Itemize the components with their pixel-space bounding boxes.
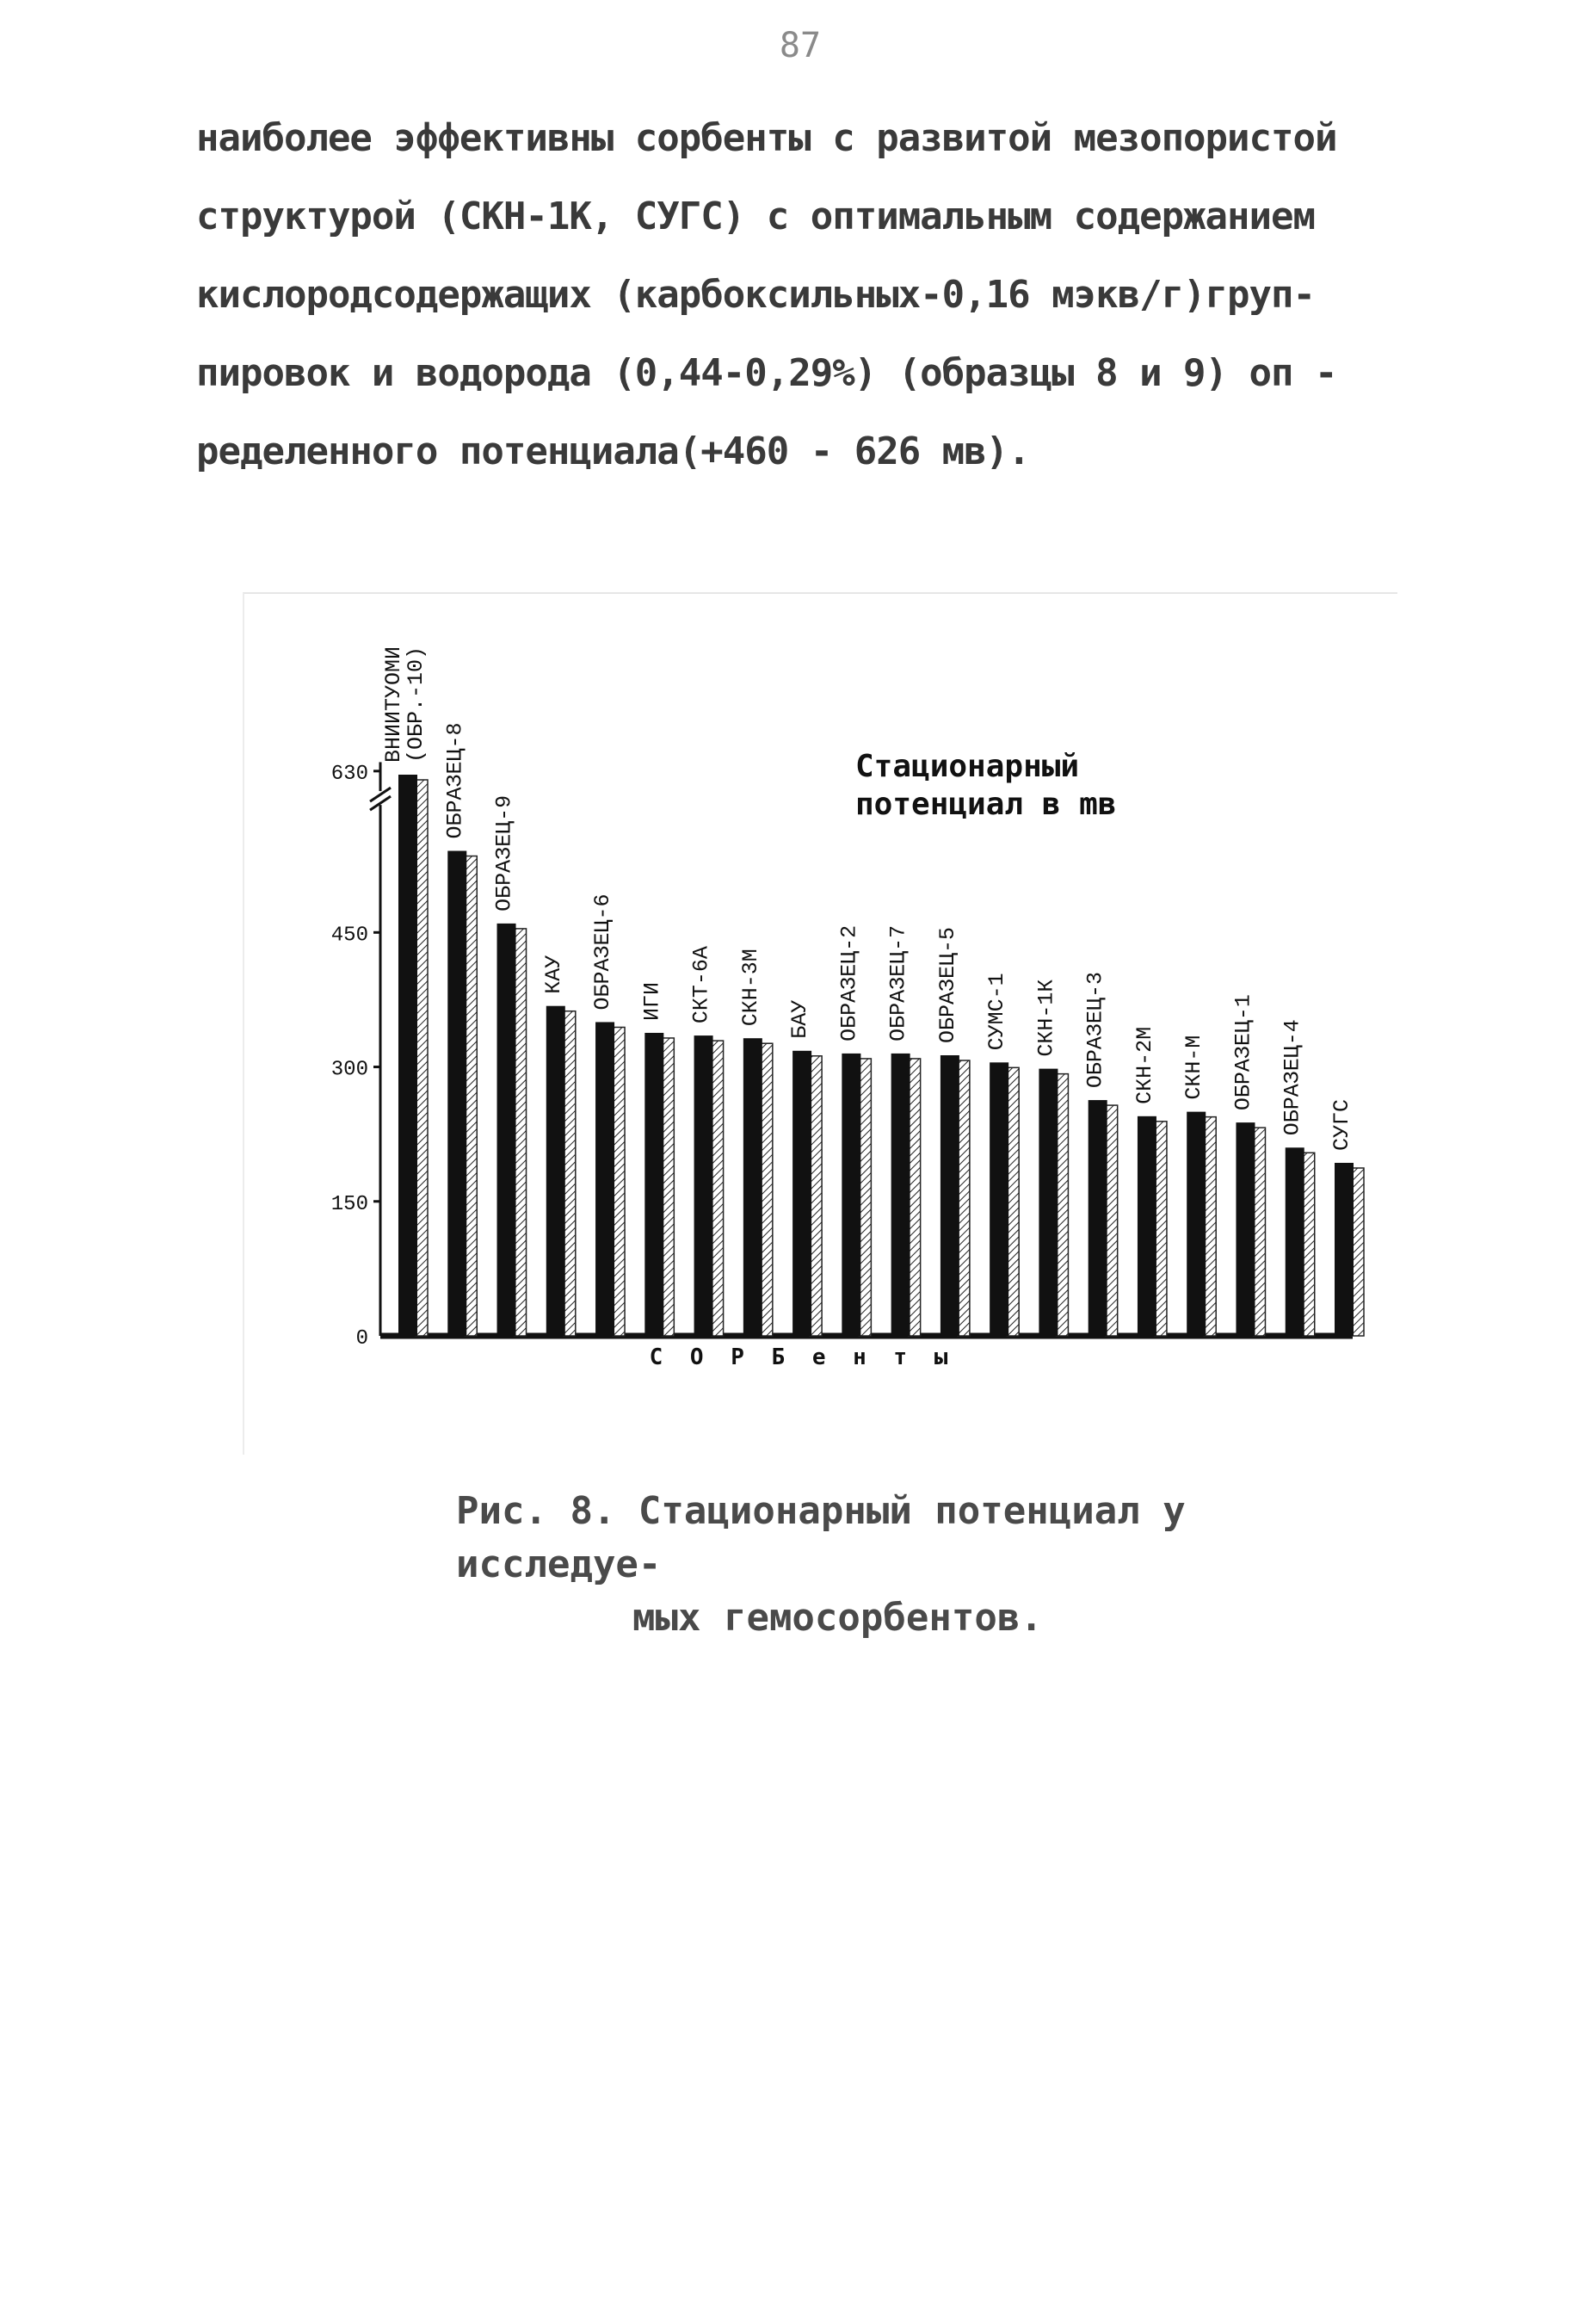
bar	[941, 1055, 959, 1336]
bar	[743, 1038, 762, 1336]
bar	[1187, 1112, 1206, 1336]
category-label: ОБРАЗЕЦ-6	[590, 893, 616, 1011]
body-paragraph	[196, 99, 1366, 491]
figure-frame	[243, 592, 1397, 1455]
category-label: ОБРАЗЕЦ-8	[442, 722, 468, 839]
bar	[1236, 1122, 1255, 1336]
y-tick-label: 0	[355, 1327, 368, 1351]
category-label: ОБРАЗЕЦ-1	[1230, 994, 1256, 1111]
category-label: СКТ-6А	[688, 946, 714, 1024]
bar-hatch	[761, 1043, 773, 1336]
bar	[595, 1022, 614, 1336]
category-label: (ОБР.-10)	[404, 646, 429, 763]
bar-hatch	[613, 1027, 625, 1336]
paragraph-line: ределенного потенциала(+460 - 626 мв).	[196, 430, 1030, 473]
paragraph-line: наиболее эффективны сорбенты с развитой мезопористой	[196, 116, 1337, 160]
bar-hatch	[909, 1059, 921, 1336]
category-label: СКН-2М	[1132, 1026, 1157, 1104]
page-number: 87	[779, 26, 822, 65]
bar-hatch	[1303, 1153, 1315, 1336]
bar	[990, 1062, 1008, 1336]
category-label: СУГС	[1329, 1098, 1354, 1151]
bar	[644, 1033, 663, 1336]
bar-hatch	[416, 780, 428, 1336]
chart-title-line-2: потенциал в mв	[855, 787, 1117, 822]
bar-hatch	[1204, 1117, 1216, 1336]
bar-hatch	[1106, 1105, 1118, 1336]
category-label: СКН-3М	[737, 949, 763, 1027]
bar	[1335, 1163, 1354, 1336]
category-label: ОБРАЗЕЦ-2	[836, 924, 862, 1041]
category-label: СУМС-1	[984, 973, 1010, 1051]
category-label: КАУ	[540, 955, 566, 994]
category-label: ОБРАЗЕЦ-5	[934, 926, 960, 1043]
category-label: ОБРАЗЕЦ-7	[885, 924, 911, 1041]
bar-hatch	[1352, 1168, 1364, 1336]
bar	[694, 1035, 713, 1336]
bar-hatch	[1056, 1074, 1068, 1336]
bar-hatch	[1253, 1128, 1265, 1336]
category-label: ОБРАЗЕЦ-4	[1280, 1019, 1305, 1136]
bar	[447, 851, 466, 1336]
bar	[546, 1006, 565, 1336]
bar-hatch	[662, 1038, 674, 1336]
bar	[497, 924, 516, 1336]
bar	[792, 1051, 811, 1336]
bar	[398, 775, 417, 1336]
bar	[1138, 1116, 1156, 1336]
bar-hatch	[958, 1060, 970, 1336]
paragraph-line: структурой (СКН-1К, СУГС) с оптимальным содержанием	[196, 195, 1316, 238]
category-label: ОБРАЗЕЦ-3	[1082, 972, 1108, 1089]
bar	[1089, 1100, 1107, 1336]
chart-bars	[398, 775, 1364, 1336]
bar-hatch	[564, 1011, 576, 1336]
bar-hatch	[1007, 1067, 1019, 1336]
bar	[1039, 1069, 1058, 1336]
x-axis-label: С О Р Б е н т ы	[649, 1344, 955, 1370]
category-label: СКН-1К	[1033, 979, 1059, 1057]
figure-caption	[456, 1485, 1403, 1645]
category-label: ВНИИТУОМИ	[381, 646, 406, 763]
category-label: СКН-М	[1181, 1035, 1207, 1100]
category-label: ИГИ	[639, 981, 665, 1021]
bar-hatch	[465, 856, 477, 1336]
caption-line-1: Рис. 8. Стационарный потенциал у исследуе-	[456, 1489, 1186, 1586]
caption-line-2: мых гемосорбентов.	[632, 1596, 1043, 1640]
bar-hatch	[515, 929, 527, 1336]
y-tick-label: 300	[330, 1058, 368, 1082]
category-label: БАУ	[787, 999, 813, 1039]
y-tick-label: 630	[330, 762, 368, 786]
y-tick-label: 450	[330, 924, 368, 948]
bar	[1286, 1147, 1304, 1336]
bar-hatch	[859, 1059, 871, 1336]
category-label: ОБРАЗЕЦ-9	[491, 794, 517, 912]
bar-hatch	[810, 1056, 822, 1336]
bar	[842, 1054, 860, 1336]
paragraph-line: кислородсодержащих (карбоксильных-0,16 мэкв/г)груп-	[196, 273, 1316, 317]
bar-hatch	[712, 1041, 724, 1336]
y-tick-label: 150	[330, 1192, 368, 1216]
chart-title-line-1: Стационарный	[855, 749, 1080, 784]
bar	[891, 1054, 910, 1336]
bar-hatch	[1155, 1122, 1167, 1336]
paragraph-line: пировок и водорода (0,44-0,29%) (образцы 8 и 9) оп -	[196, 351, 1337, 395]
stationary-potential-chart	[244, 594, 1397, 1455]
